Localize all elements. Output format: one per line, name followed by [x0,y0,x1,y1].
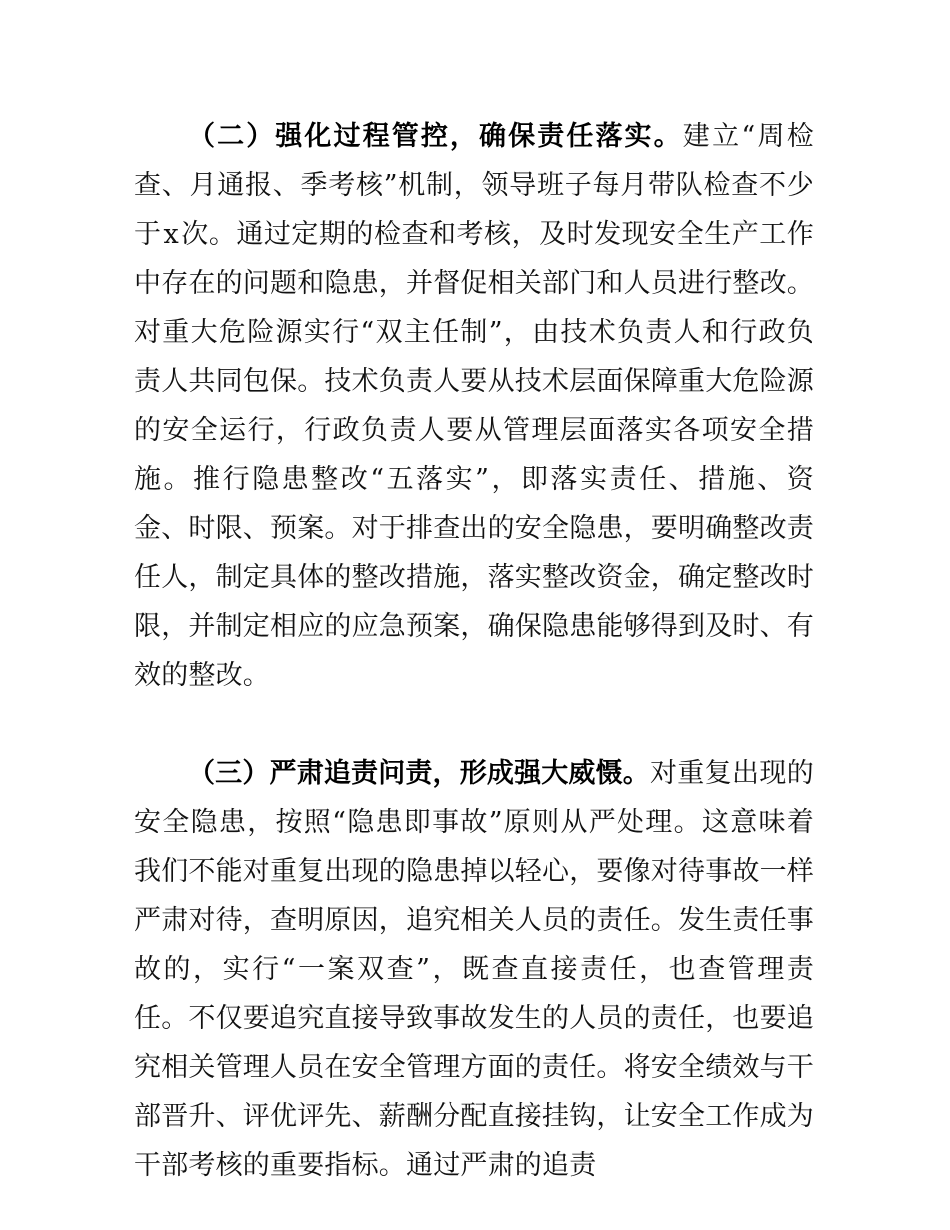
section-heading-2: （二）强化过程管控，确保责任落实。 [188,121,683,152]
paragraph-section-2 [134,112,814,700]
paragraph-section-3 [134,749,814,1190]
section-heading-3: （三）严肃追责问责，形成强大威慑。 [188,758,650,789]
section-body-3-part-1: 对重复出现的安全隐患，按照“隐患即事故”原则从严处理。这意味着我们不能对重复出现的隐患掉以轻心，要像对待事故一样严肃对待，查明原因，追究相关人员的责任。发生责任事故的，实行“一案双查”，既查直接责任，也查管理责任。不仅要追究直接导致事故发生的人员的责任，也要追究相关管理人员在安全管理方面的责任。将安全绩效与干部晋升、评优评先、薪酬分配直接挂钩，让安全工作成为干部考核的重要指标。通过严肃的追责 [134,758,815,1181]
document-text-body [134,112,814,1190]
section-body-2-part-1: 建立“周检查、月通报、季考核”机制，领导班子每月带队检查不少于 [134,121,815,250]
section-2-placeholder-value: x [163,219,179,250]
section-body-2-part-2: 次。通过定期的检查和考核，及时发现安全生产工作中存在的问题和隐患，并督促相关部门和人员进行整改。对重大危险源实行“双主任制”，由技术负责人和行政负责人共同包保。技术负责人要从技术层面保障重大危险源的安全运行，行政负责人要从管理层面落实各项安全措施。推行隐患整改“五落实”，即落实责任、措施、资金、时限、预案。对于排查出的安全隐患，要明确整改责任人，制定具体的整改措施，落实整改资金，确定整改时限，并制定相应的应急预案，确保隐患能够得到及时、有效的整改。 [134,219,814,691]
